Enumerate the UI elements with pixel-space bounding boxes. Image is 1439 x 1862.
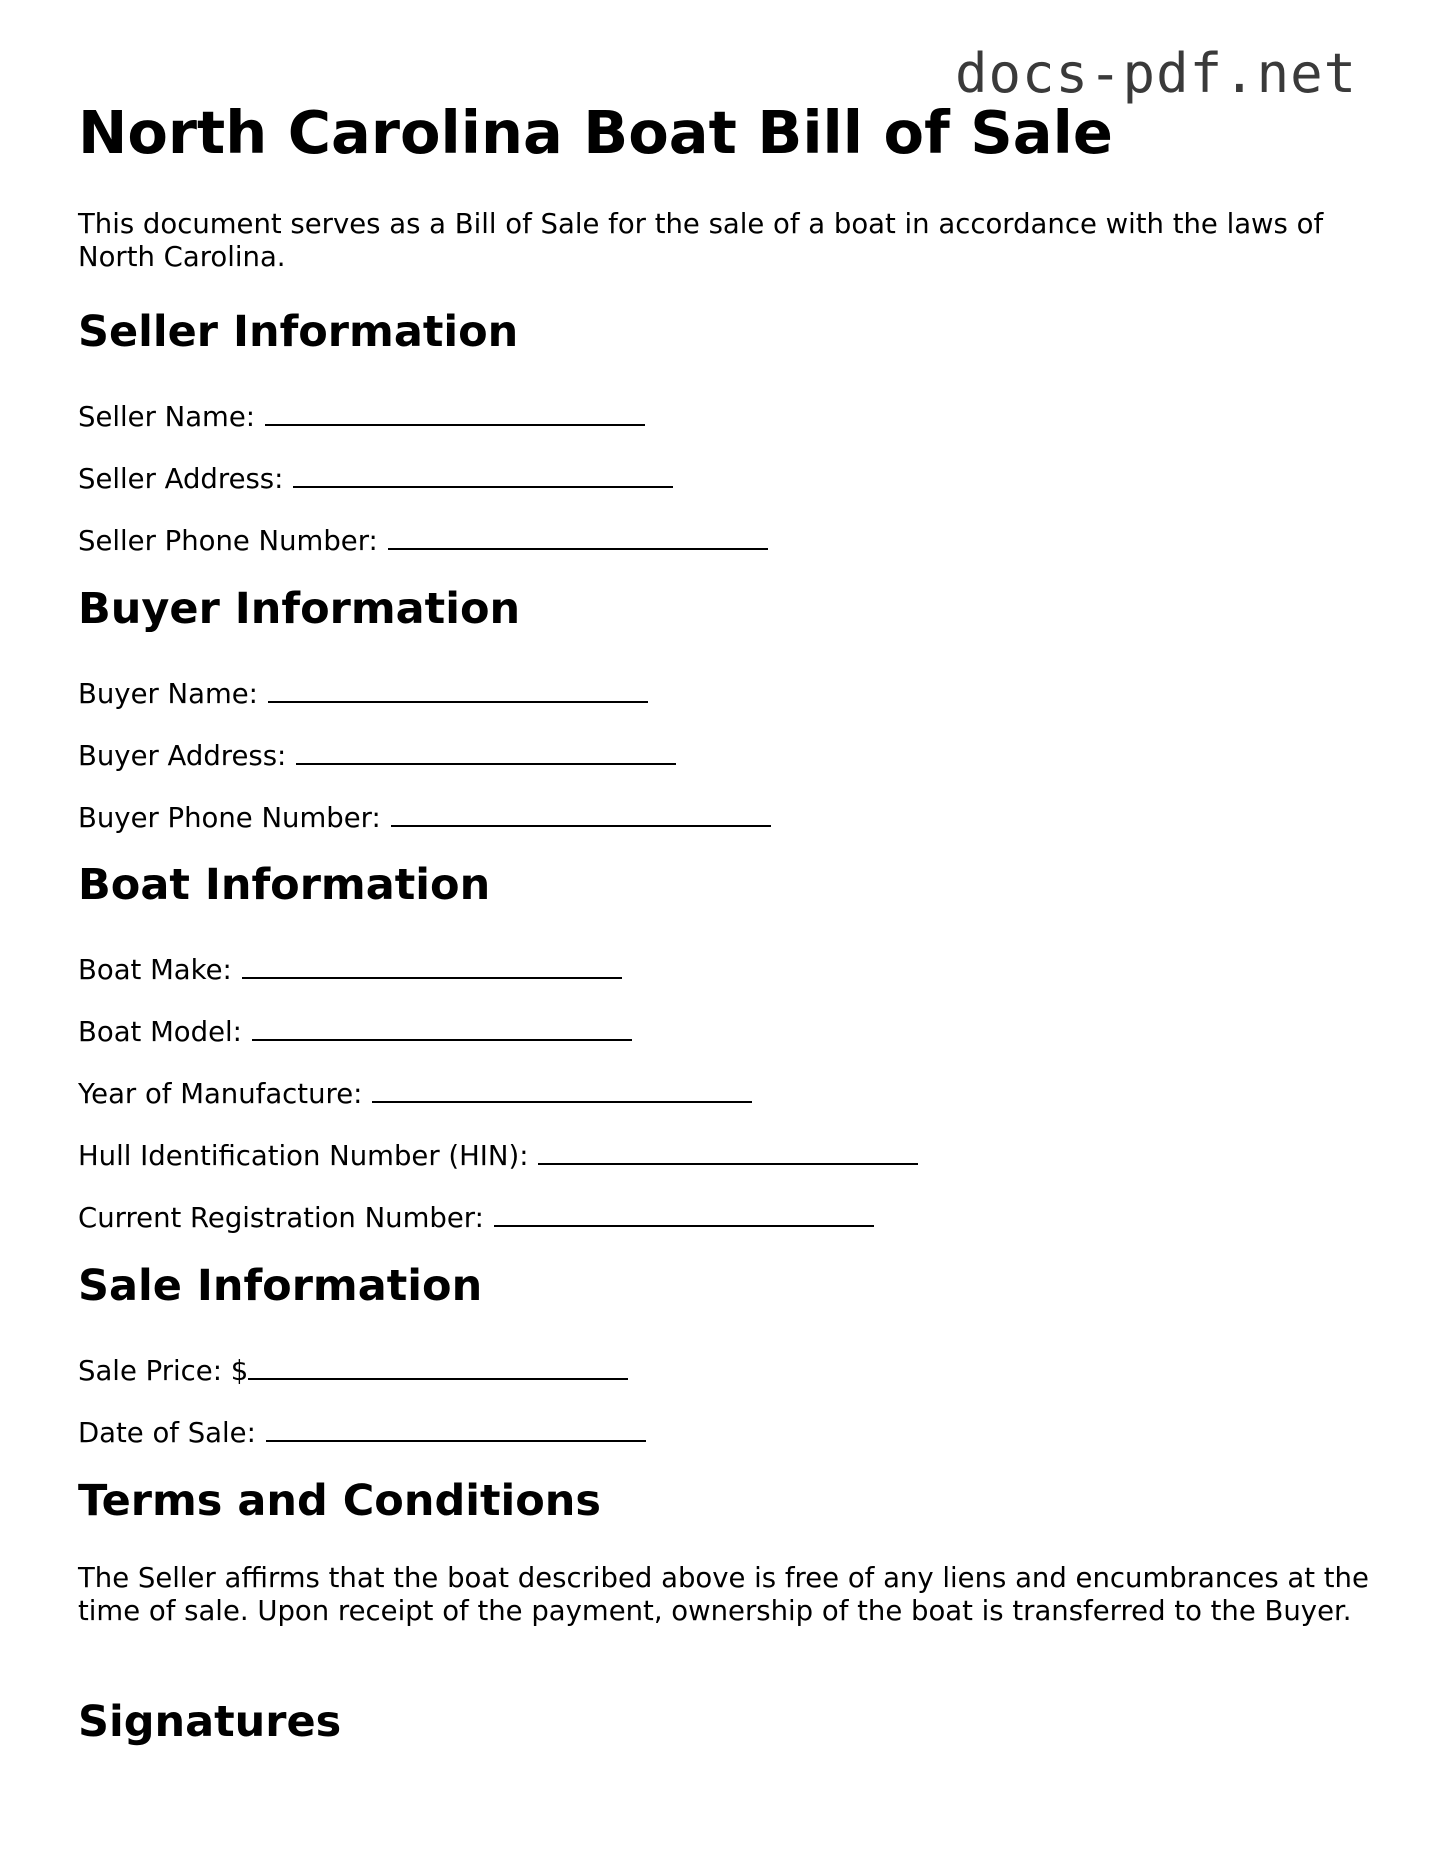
sale-date-label: Date of Sale: [78,1417,256,1449]
buyer-address-field [78,733,676,773]
signatures-section-heading: Signatures [78,1697,342,1747]
boat-make-label: Boat Make: [78,954,232,986]
boat-make-blank[interactable] [242,947,622,979]
boat-registration-label: Current Registration Number: [78,1202,484,1234]
boat-model-field [78,1009,632,1049]
page-title: North Carolina Boat Bill of Sale [78,98,1113,167]
boat-registration-field [78,1195,874,1235]
seller-phone-field [78,518,768,558]
intro-paragraph: This document serves as a Bill of Sale for the sale of a boat in accordance with the laws of North Carolina. [78,208,1324,273]
seller-name-field [78,394,645,434]
buyer-name-blank[interactable] [268,671,648,703]
boat-year-label: Year of Manufacture: [78,1078,363,1110]
boat-model-label: Boat Model: [78,1016,242,1048]
boat-registration-blank[interactable] [494,1195,874,1227]
terms-paragraph: The Seller affirms that the boat described above is free of any liens and encumbrances at the time of sale. Upon receipt of the payment, ownership of the boat is transferred to the Buyer. [78,1562,1369,1627]
buyer-address-blank[interactable] [296,733,676,765]
buyer-phone-field [78,795,771,835]
boat-hin-blank[interactable] [538,1133,918,1165]
sale-date-field [78,1410,646,1450]
sale-date-blank[interactable] [266,1410,646,1442]
buyer-name-label: Buyer Name: [78,678,258,710]
terms-section-heading: Terms and Conditions [78,1476,602,1526]
seller-address-label: Seller Address: [78,463,284,495]
sale-price-label: Sale Price: $ [78,1355,249,1387]
boat-year-field [78,1071,752,1111]
boat-model-blank[interactable] [252,1009,632,1041]
buyer-phone-blank[interactable] [391,795,771,827]
seller-name-blank[interactable] [265,394,645,426]
seller-address-blank[interactable] [293,456,673,488]
buyer-phone-label: Buyer Phone Number: [78,802,381,834]
sale-section-heading: Sale Information [78,1261,483,1311]
watermark: docs-pdf.net [955,42,1358,105]
boat-make-field [78,947,622,987]
seller-address-field [78,456,673,496]
seller-name-label: Seller Name: [78,401,256,433]
boat-hin-label: Hull Identification Number (HIN): [78,1140,529,1172]
buyer-name-field [78,671,648,711]
sale-price-blank[interactable] [248,1348,628,1380]
seller-phone-label: Seller Phone Number: [78,525,378,557]
buyer-address-label: Buyer Address: [78,740,287,772]
seller-phone-blank[interactable] [388,518,768,550]
sale-price-field [78,1348,628,1388]
buyer-section-heading: Buyer Information [78,584,521,634]
seller-section-heading: Seller Information [78,307,519,357]
boat-year-blank[interactable] [372,1071,752,1103]
boat-hin-field [78,1133,918,1173]
boat-section-heading: Boat Information [78,860,491,910]
